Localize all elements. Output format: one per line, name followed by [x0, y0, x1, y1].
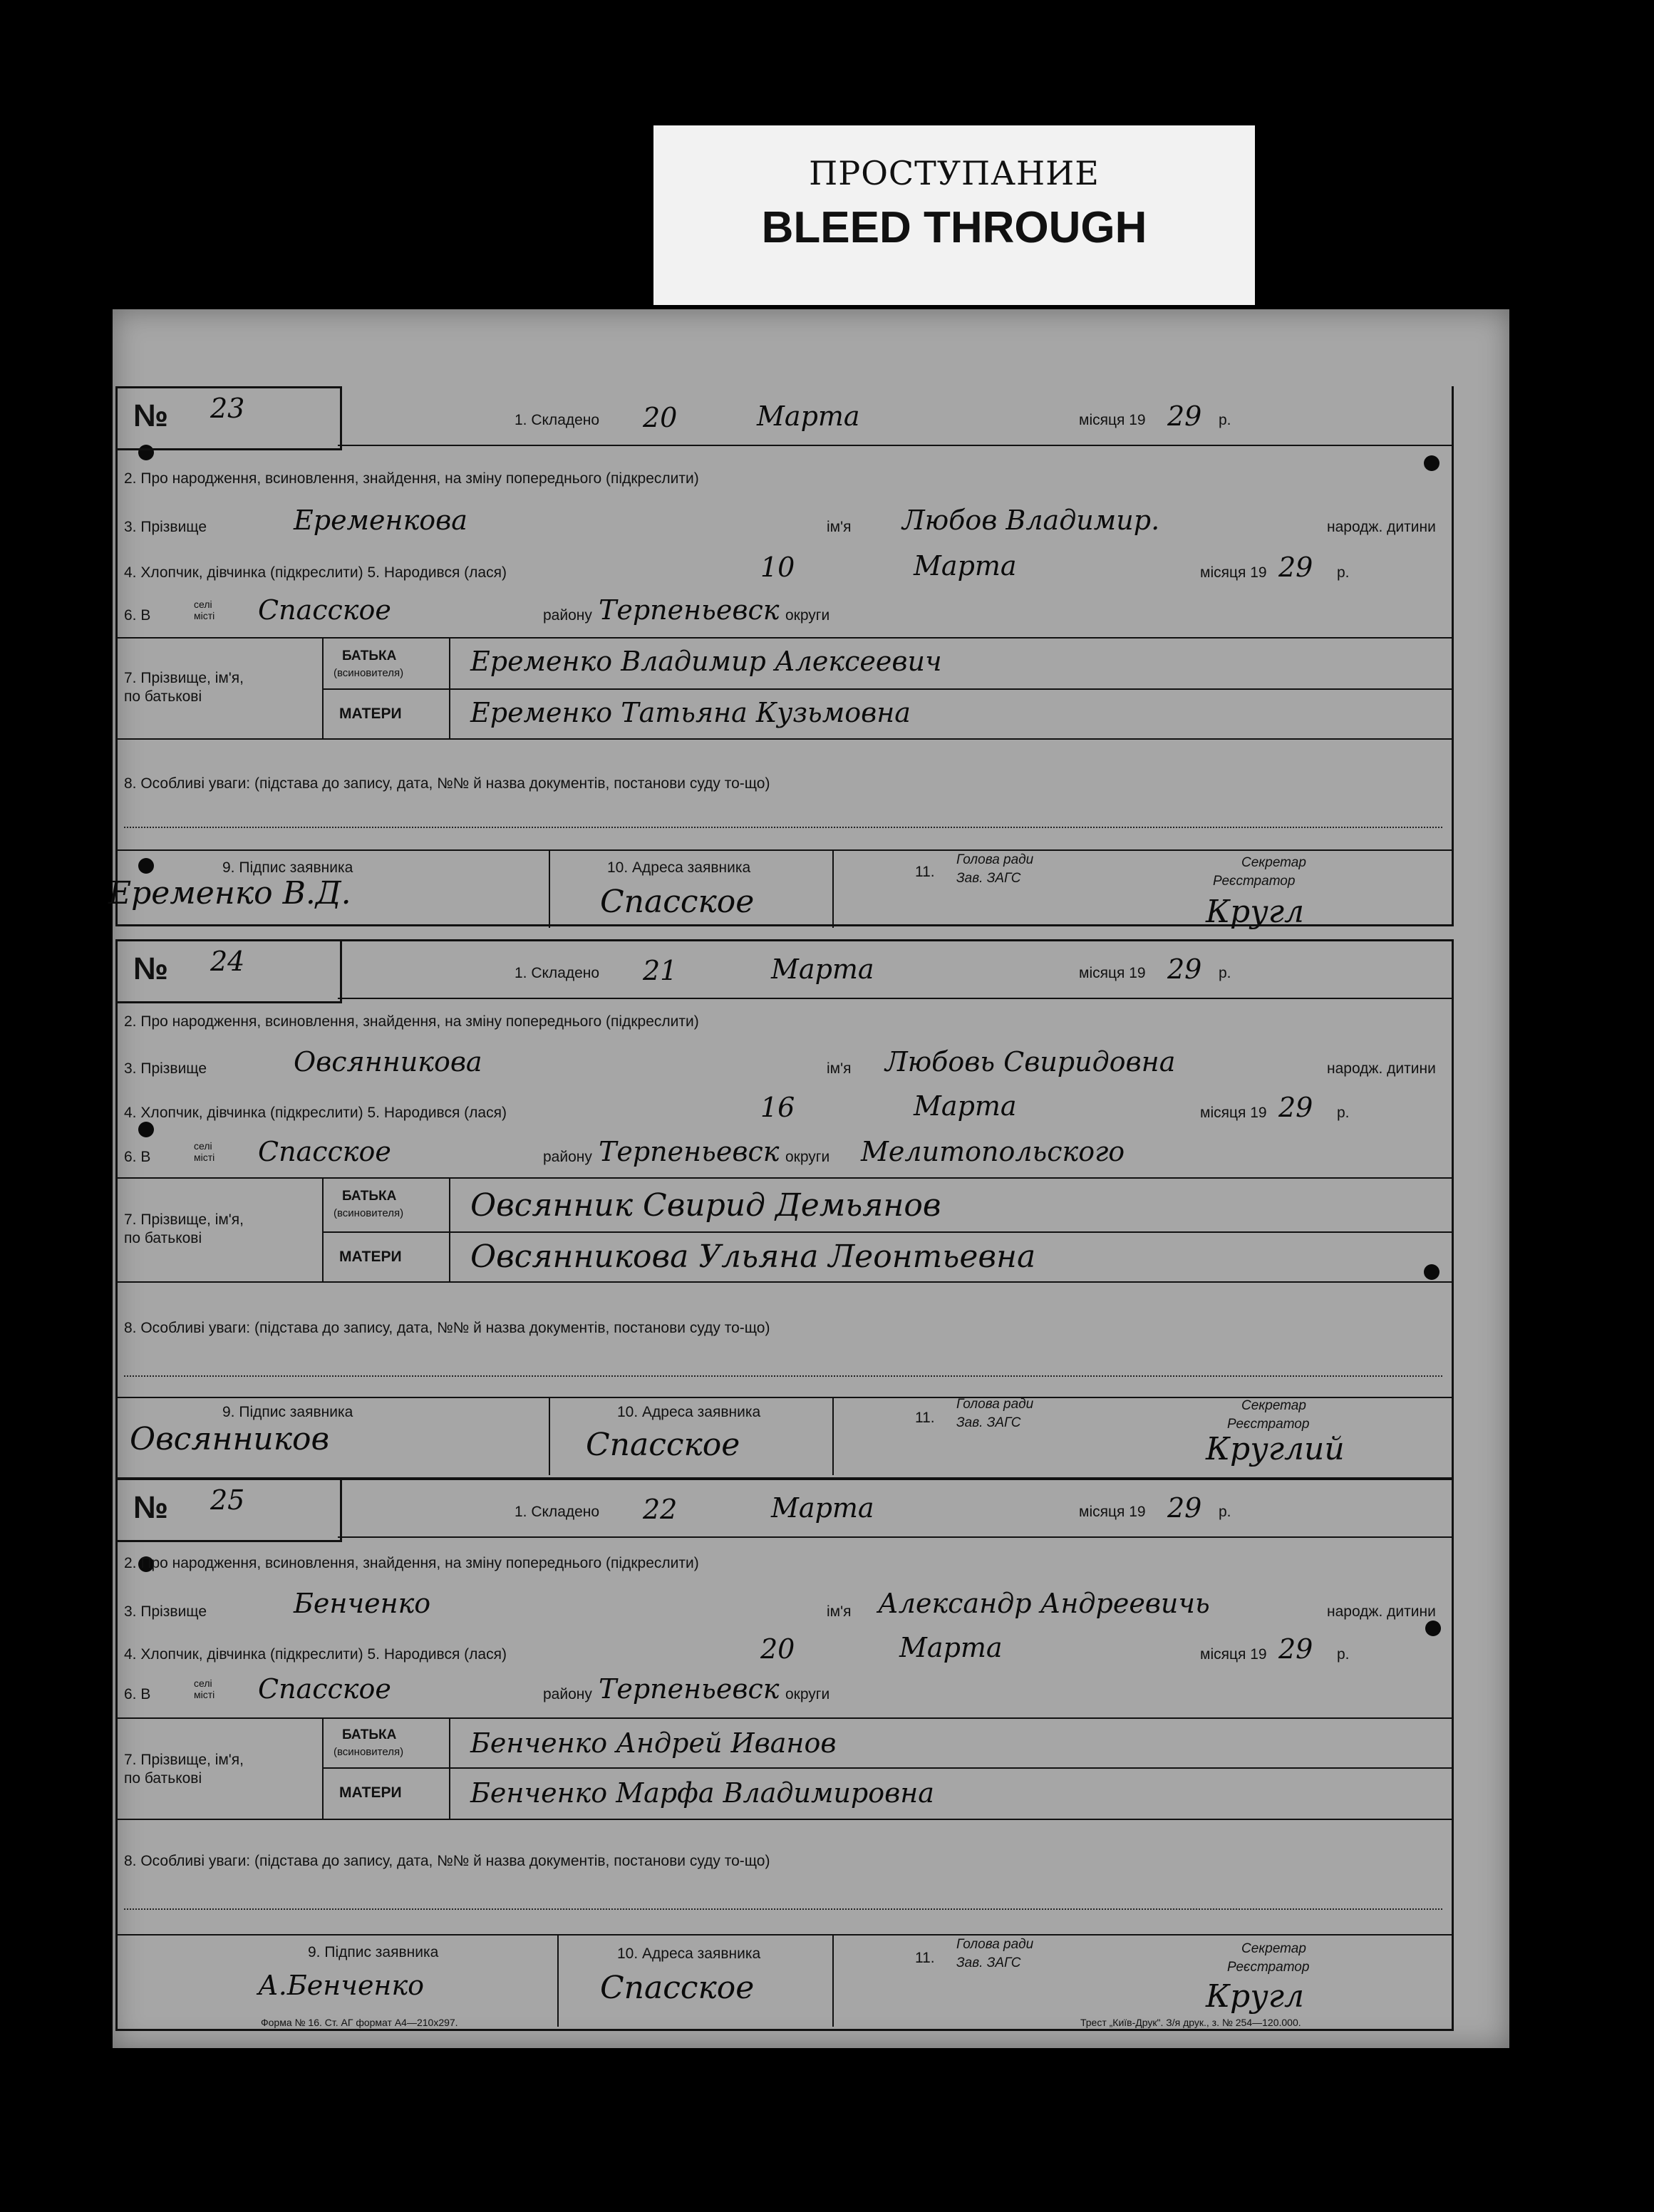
record-23: № 23 1. Складено 20 Марта місяця 19 29 р. 2. Про народження, всиновлення, знайдення, на зміну попереднього (підкреслити) 3. Прізвище Еременкова ім'я Любов Владимир. народж. дитини 4. Хлопчик, дівчинка (підкреслити) 5. Народився (лася) 10 Марта місяця 19 29 р. 6. В селі місті Спасское району Терпеньевск округи 7. Прізвище, ім'я, по батькові БАТЬКА (всиновителя) МАТЕРИ Еременко Владимир Алексеевич Еременко Татьяна Кузьмовна 8. Особливі уваги: (підстава до запису, дата, №№ й назва документів, постанови суду то-що) 9. Підпис заявника Еременко В.Д. 10. Адреса заявника Спасское 11. Голова ради Зав. ЗАГС Секретар Реєстратор Кругл [115, 386, 1454, 928]
birth-month: Марта [914, 550, 1017, 582]
surname: Еременкова [294, 505, 467, 536]
father-name: Бенченко Андрей Иванов [470, 1727, 837, 1759]
birth-day: 16 [760, 1092, 795, 1123]
applicant-signature: Еременко В.Д. [108, 875, 351, 911]
birth-year: 29 [1278, 1633, 1313, 1665]
birth-day: 20 [760, 1633, 795, 1665]
surname: Бенченко [294, 1588, 431, 1619]
bleed-through-label [653, 125, 1255, 305]
father-name: Еременко Владимир Алексеевич [470, 646, 942, 677]
applicant-signature: Овсянников [130, 1421, 330, 1457]
footer-form-number: Форма № 16. Ст. АГ формат А4—210х297. [261, 2017, 458, 2028]
rayon: Терпеньевск [599, 1136, 780, 1167]
official-signature: Круглий [1206, 1431, 1345, 1467]
mother-name: Еременко Татьяна Кузьмовна [470, 697, 911, 728]
record-number: 24 [210, 946, 245, 977]
applicant-address: Спасское [600, 1970, 755, 2006]
birth-year: 29 [1278, 1092, 1313, 1123]
composed-year: 29 [1167, 400, 1202, 432]
official-signature: Кругл [1206, 894, 1304, 930]
footer-printer: Трест „Київ-Друк". З/я друк., з. № 254—120.000. [1080, 2017, 1301, 2028]
label-english: BLEED THROUGH [761, 203, 1147, 252]
record-24: № 24 1. Складено 21 Марта місяця 19 29 р. 2. Про народження, всиновлення, знайдення, на зміну попереднього (підкреслити) 3. Прізвище Овсянникова ім'я Любовь Свиридовна народж. дитини 4. Хлопчик, дівчинка (підкреслити) 5. Народився (лася) 16 Марта місяця 19 29 р. 6. В селі місті Спасское району Терпеньевск округи Мелитопольского 7. Прізвище, ім'я, по батькові БАТЬКА (всиновителя) МАТЕРИ Овсянник Свирид Демьянов Овсянникова Ульяна Леонтьевна 8. Особливі уваги: (підстава до запису, дата, №№ й назва документів, постанови суду то-що) 9. Підпис заявника Овсянников 10. Адреса заявника Спасское 11. Голова ради Зав. ЗАГС Секретар Реєстратор Круглий [115, 939, 1454, 1488]
composed-day: 21 [643, 955, 678, 986]
record-number: 23 [210, 393, 245, 424]
child-name: Любов Владимир. [902, 505, 1160, 536]
mother-name: Бенченко Марфа Владимировна [470, 1777, 934, 1809]
rayon: Терпеньевск [599, 1673, 780, 1705]
place: Спасское [258, 594, 391, 626]
record-25: № 25 1. Складено 22 Марта місяця 19 29 р. 2. Про народження, всиновлення, знайдення, на зміну попереднього (підкреслити) 3. Прізвище Бенченко ім'я Александр Андреевичь народж. дитини 4. Хлопчик, дівчинка (підкреслити) 5. Народився (лася) 20 Марта місяця 19 29 р. 6. В селі місті Спасское району Терпеньевск округи 7. Прізвище, ім'я, по батькові БАТЬКА (всиновителя) МАТЕРИ Бенченко Андрей Иванов Бенченко Марфа Владимировна 8. Особливі уваги: (підстава до запису, дата, №№ й назва документів, постанови суду то-що) 9. Підпис заявника А.Бенченко 10. Адреса заявника Спасское 11. Голова ради Зав. ЗАГС Секретар Реєстратор Кругл [115, 1478, 1454, 2027]
birth-day: 10 [760, 552, 795, 583]
applicant-signature: А.Бенченко [258, 1970, 425, 2001]
record-number-box: № 23 [115, 386, 342, 450]
composed-month: Марта [757, 400, 860, 432]
applicant-address: Спасское [586, 1427, 740, 1463]
composed-day: 22 [643, 1494, 678, 1525]
okrug: Мелитопольского [861, 1136, 1125, 1167]
composed-year: 29 [1167, 953, 1202, 985]
record-number: 25 [210, 1484, 245, 1516]
composed-day: 20 [643, 402, 678, 433]
composed-month: Марта [771, 953, 874, 985]
place: Спасское [258, 1673, 391, 1705]
label-russian: ПРОСТУПАНИЕ [809, 154, 1100, 192]
official-signature: Кругл [1206, 1978, 1304, 2015]
birth-month: Марта [914, 1090, 1017, 1122]
mother-name: Овсянникова Ульяна Леонтьевна [470, 1239, 1036, 1275]
record-number-box: № 24 [115, 939, 342, 1003]
place: Спасское [258, 1136, 391, 1167]
composed-year: 29 [1167, 1492, 1202, 1524]
child-name: Любовь Свиридовна [885, 1046, 1176, 1077]
birth-month: Марта [899, 1632, 1003, 1663]
father-name: Овсянник Свирид Демьянов [470, 1187, 941, 1224]
birth-year: 29 [1278, 552, 1313, 583]
record-number-box: № 25 [115, 1478, 342, 1542]
applicant-address: Спасское [600, 884, 755, 920]
surname: Овсянникова [294, 1046, 482, 1077]
child-name: Александр Андреевичь [878, 1588, 1210, 1619]
composed-month: Марта [771, 1492, 874, 1524]
rayon: Терпеньевск [599, 594, 780, 626]
